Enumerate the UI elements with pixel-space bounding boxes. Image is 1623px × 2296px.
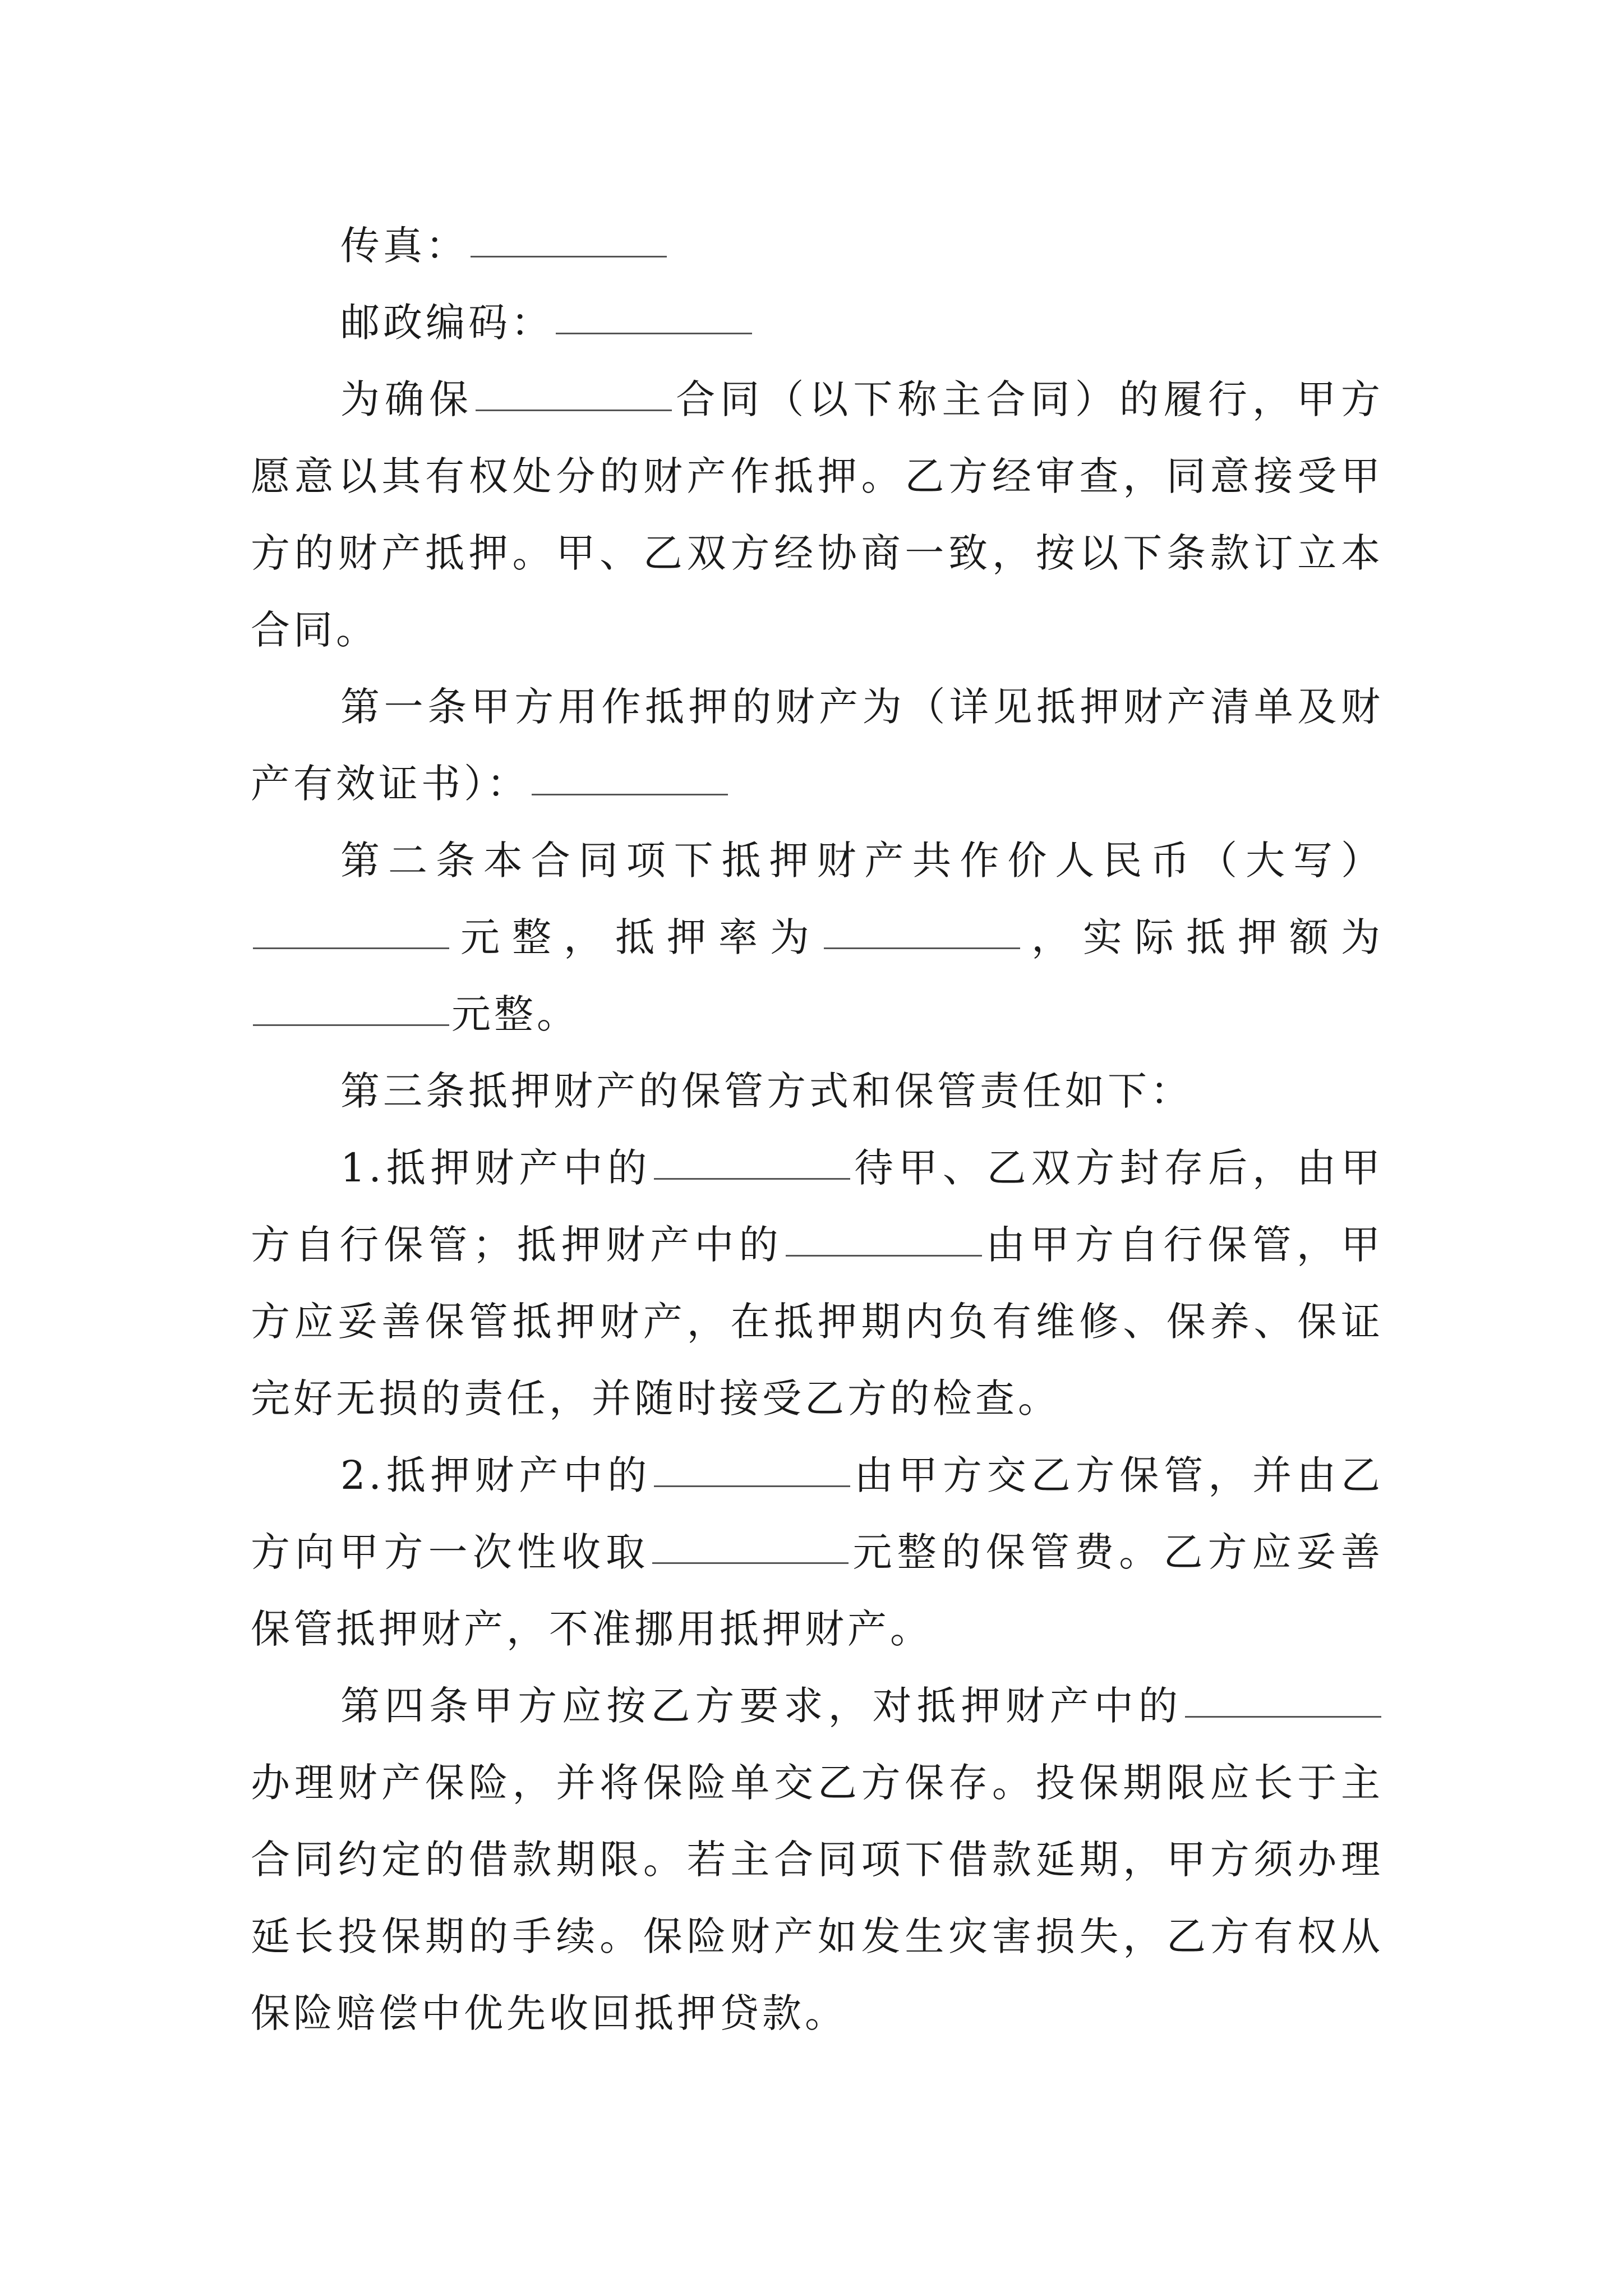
article2-text-1: 第二条本合同项下抵押财产共作价人民币（大写）: [340, 838, 1384, 884]
sealed-property-blank[interactable]: [654, 1177, 850, 1180]
article2-paragraph: [251, 822, 1384, 1053]
custody-property-blank[interactable]: [654, 1485, 850, 1487]
insured-property-blank[interactable]: [1185, 1715, 1381, 1718]
article2-text-2: 元整，抵押率为: [451, 914, 822, 960]
article1-paragraph: [251, 669, 1384, 822]
actual-mortgage-amount-blank[interactable]: [253, 1024, 449, 1026]
article3-heading: 第三条抵押财产的保管方式和保管责任如下：: [340, 1068, 1193, 1114]
postcode-line: [251, 284, 1384, 361]
article3-item1-text-1: 1.抵押财产中的: [340, 1145, 652, 1191]
article3-item1-text-2: 待甲、乙双方封存后，由甲方自行保管；抵押财产中的: [251, 1145, 1384, 1268]
article3-item1-text-3: 由甲方自行保管，甲方应妥善保管抵押财产，在抵押期内负有维修、保养、保证完好无损的责任，并随时接受乙方的检查。: [251, 1222, 1384, 1421]
mortgaged-property-blank[interactable]: [532, 793, 728, 795]
main-contract-blank[interactable]: [476, 409, 672, 411]
intro-paragraph: [251, 361, 1384, 669]
postcode-blank[interactable]: [556, 332, 752, 334]
article1-text: 第一条甲方用作抵押的财产为（详见抵押财产清单及财产有效证书）：: [251, 684, 1384, 807]
article2-text-4: 元整。: [451, 991, 579, 1037]
article2-text-3: ，实际抵押额为: [1022, 914, 1384, 960]
article3-item2-text-2: 由甲方交乙方保管，并由乙方向甲方一次性收取: [251, 1452, 1384, 1575]
article3-item2-text-3: 元整的保管费。乙方应妥善保管抵押财产，不准挪用抵押财产。: [251, 1529, 1384, 1652]
valuation-amount-blank[interactable]: [253, 947, 449, 949]
article3-item2-text-1: 2.抵押财产中的: [340, 1452, 652, 1498]
article3-item1: [251, 1130, 1384, 1437]
custody-fee-blank[interactable]: [652, 1562, 849, 1564]
article4-text-1: 第四条甲方应按乙方要求，对抵押财产中的: [340, 1683, 1183, 1729]
mortgage-rate-blank[interactable]: [824, 947, 1020, 949]
postcode-label: 邮政编码：: [340, 300, 554, 346]
article4-text-2: 办理财产保险，并将保险单交乙方保存。投保期限应长于主合同约定的借款期限。若主合同项下借款延期，甲方须办理延长投保期的手续。保险财产如发生灾害损失，乙方有权从保险赔偿中优先收回抵押贷款。: [251, 1760, 1384, 2036]
intro-text-2: 合同（以下称主合同）的履行，甲方愿意以其有权处分的财产作抵押。乙方经审查，同意接受甲方的财产抵押。甲、乙双方经协商一致，按以下条款订立本合同。: [251, 376, 1384, 653]
fax-line: [251, 208, 1384, 284]
fax-label: 传真：: [340, 223, 468, 269]
article3-item2: [251, 1437, 1384, 1668]
fax-blank[interactable]: [471, 255, 667, 257]
intro-text-1: 为确保: [340, 376, 474, 422]
self-kept-property-blank[interactable]: [786, 1254, 982, 1257]
article4-paragraph: [251, 1668, 1384, 2052]
contract-page: [251, 208, 1384, 2052]
